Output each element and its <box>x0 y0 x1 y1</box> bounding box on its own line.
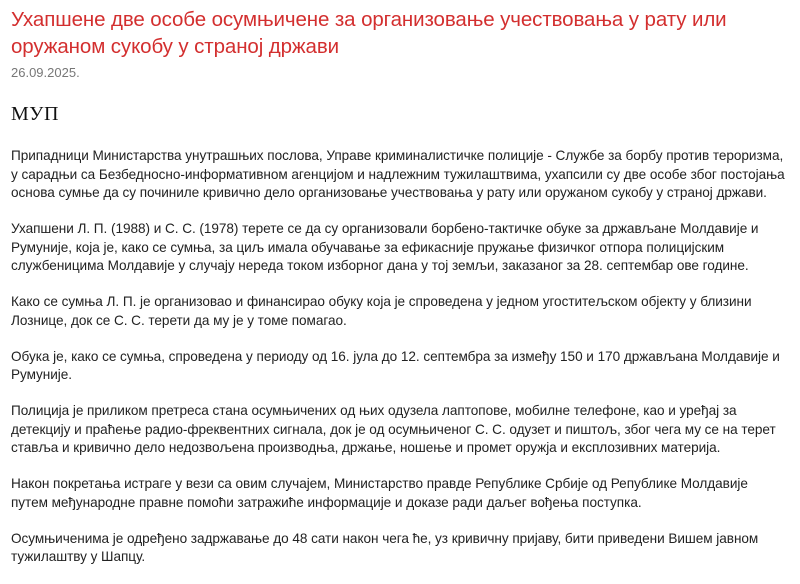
paragraph: Полиција је приликом претреса стана осумњичених од њих одузела лаптопове, мобилне телефоне, као и уређај за детекцију и праћење радио-фреквентних сигнала, док је од осумњиченог С. С. одузет и пиштољ, због чега му се на терет ставља и кривично дело недозвољена производња, држање, ношење и промет оружја и експлозивних материја. <box>11 403 776 455</box>
paragraph: Осумњиченима је одређено задржавање до 48 сати након чега ће, уз кривичну пријаву, бити приведени Вишем јавном тужилаштву у Шапцу. <box>11 530 759 564</box>
paragraph: Након покретања истраге у вези са овим случајем, Министарство правде Републике Србије од Републике Молдавије путем међународне правне помоћи затражиће информације и доказе ради даљег вођења поступка. <box>11 476 748 510</box>
article-source: МУП <box>11 103 59 125</box>
paragraph: Како се сумња Л. П. је организовао и финансирао обуку која је спроведена у једном угоститељском објекту у близини Лознице, док се С. С. терети да му је у томе помагао. <box>11 294 752 328</box>
article-title: Ухапшене две особе осумњичене за организовање учествовања у рату или оружаном сукобу у страној држави <box>11 8 727 58</box>
article-date: 26.09.2025. <box>11 65 80 80</box>
paragraph: Припадници Министарства унутрашњих послова, Управе криминалистичке полиције - Службе за борбу против тероризма, у сарадњи са Безбедносно-информативном агенцијом и надлежним тужилаштвима, ухапсили су две особе због постојања основа сумње да су починиле кривично дело организовање учествовања у рату или оружаном сукобу у страној држави. <box>11 148 785 200</box>
article <box>11 6 787 584</box>
paragraph: Обука је, како се сумња, спроведена у периоду од 16. јула до 12. септембра за између 150 и 170 држављана Молдавије и Румуније. <box>11 348 780 382</box>
article-body <box>11 147 787 567</box>
paragraph: Ухапшени Л. П. (1988) и С. С. (1978) терете се да су организовали борбено-тактичке обуке за држављане Молдавије и Румуније, која је, како се сумња, за циљ имала обучавање за ефикасније пружање физичког отпора полицијским службеницима Молдавије у случају нереда током изборног дана у тој земљи, заказаног за 28. септембар ове године. <box>11 221 759 273</box>
